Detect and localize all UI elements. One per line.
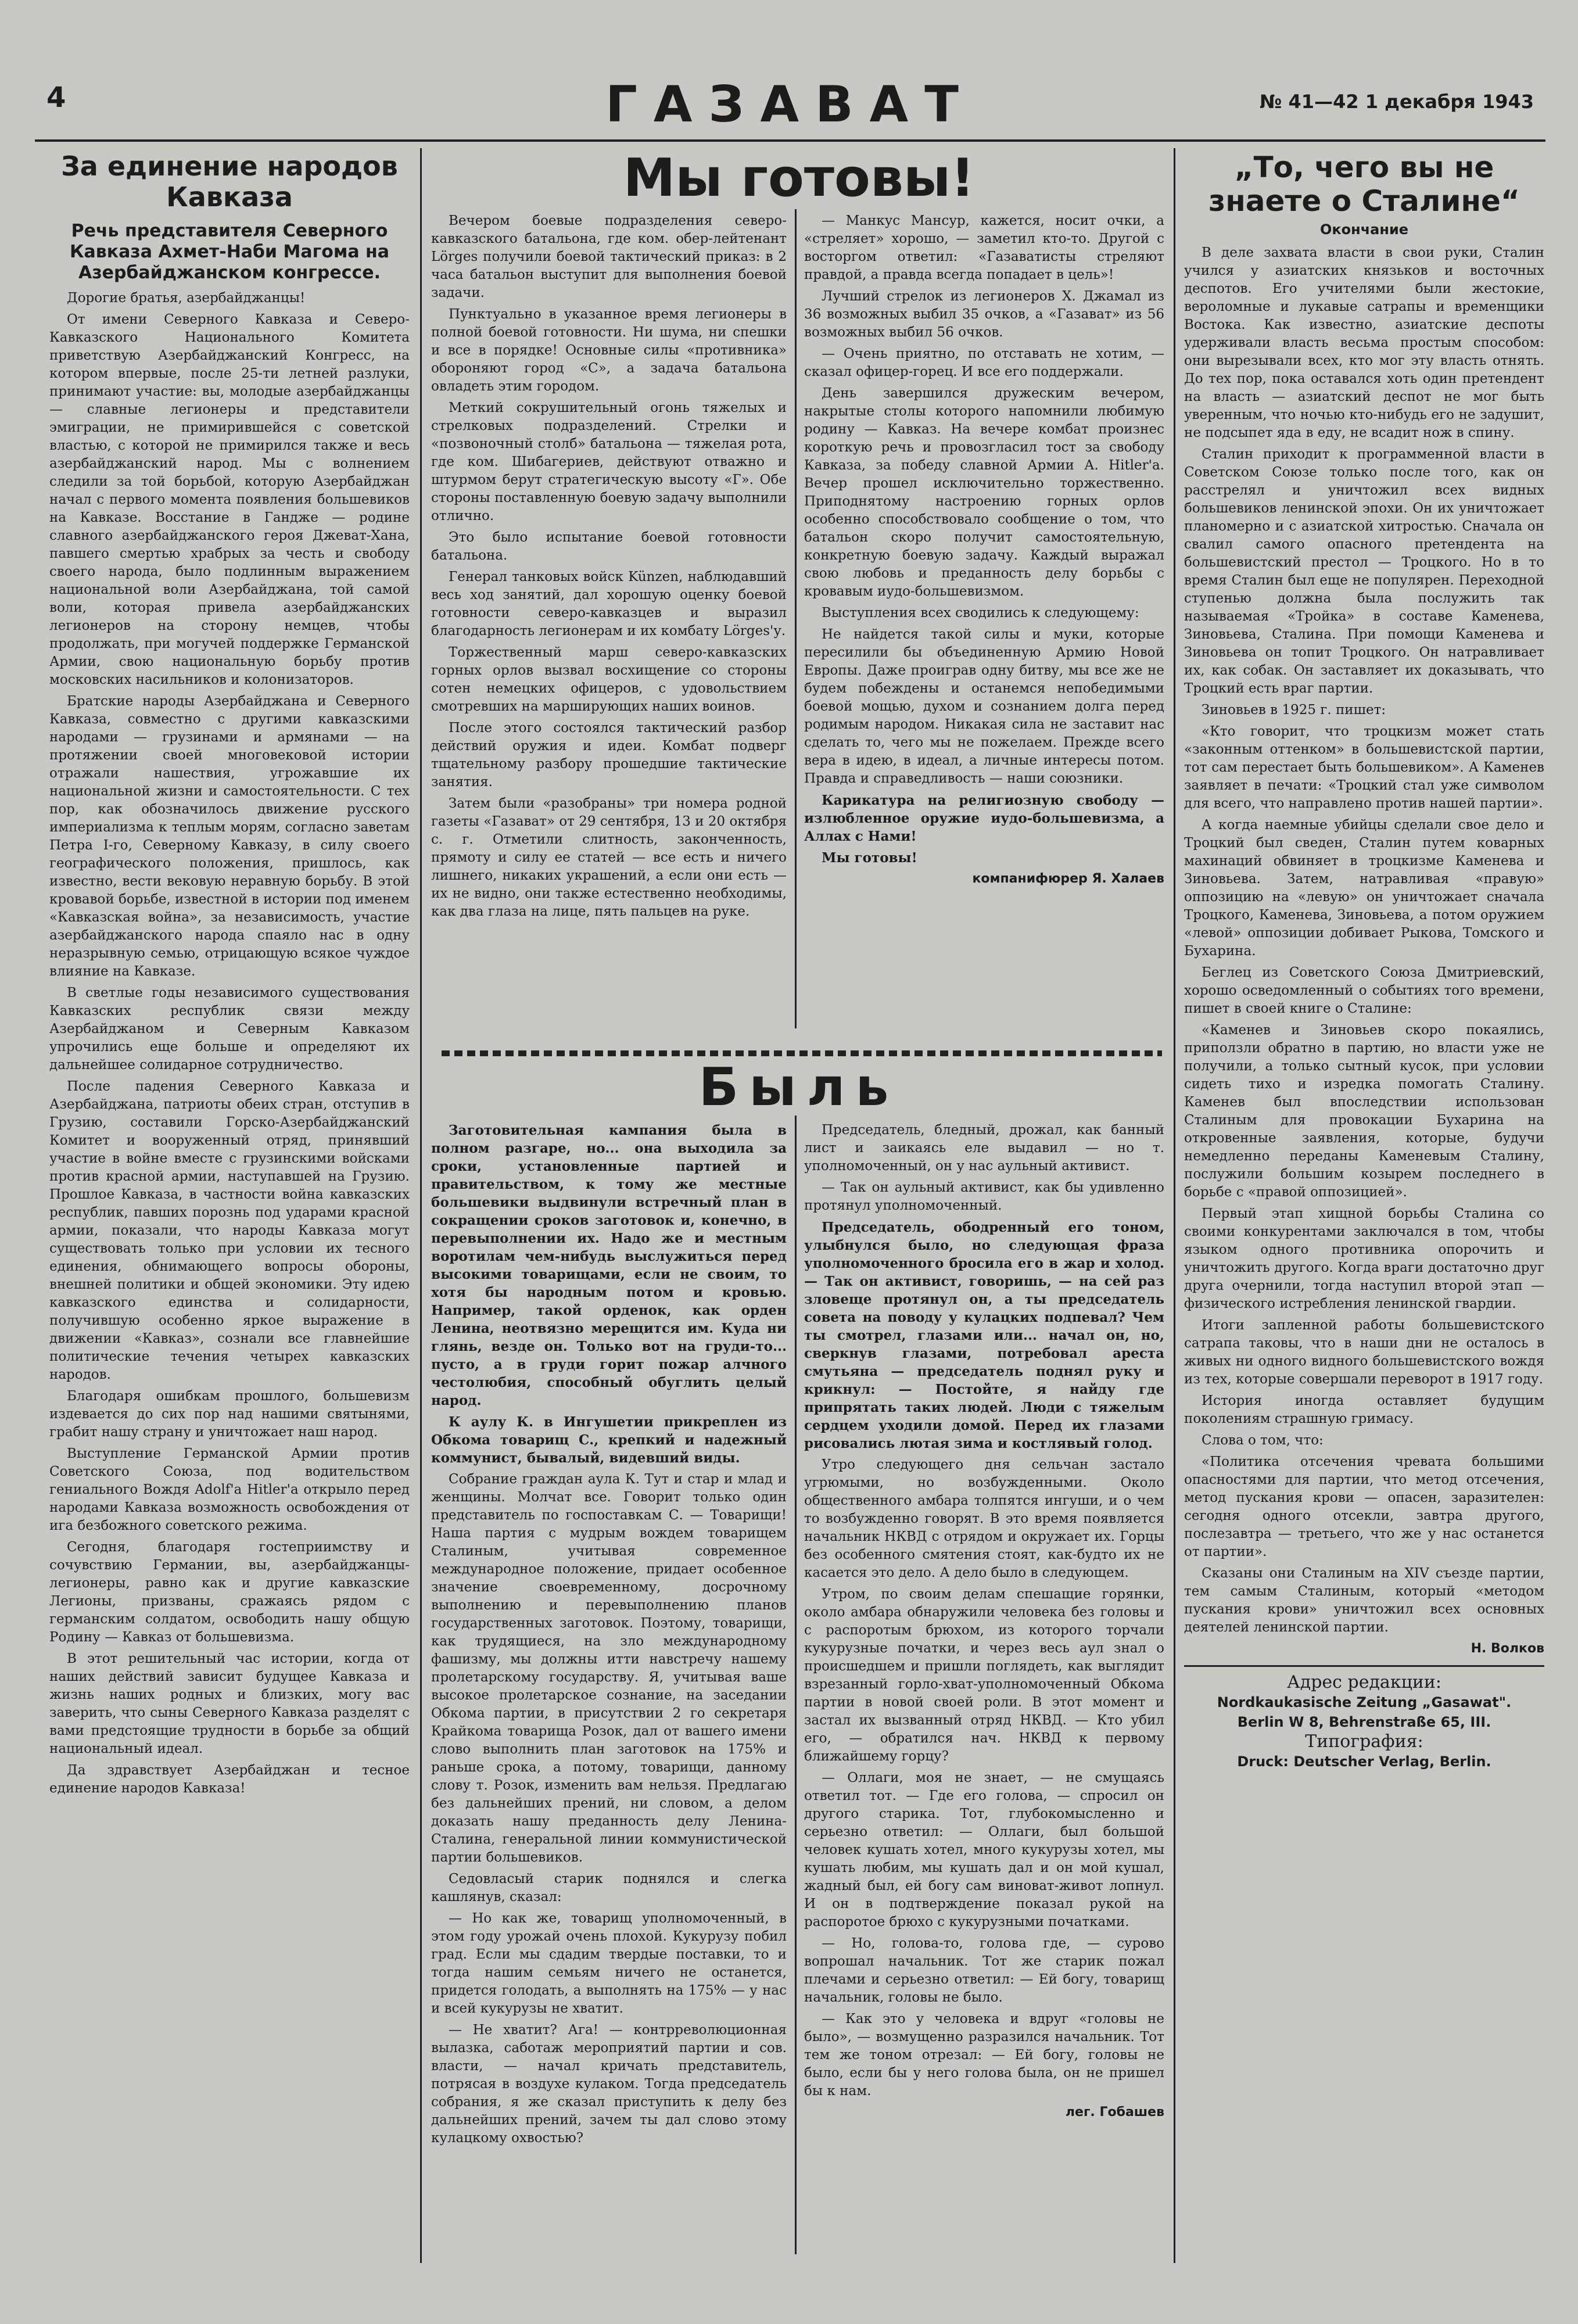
paragraph: Это было испытание боевой готовности батальона. bbox=[431, 530, 787, 563]
right-headline: „То, чего вы не знаете о Сталине“ bbox=[1208, 151, 1520, 218]
paragraph: Братские народы Азербайджана и Северного Кавказа, совместно с другими кавказскими народами — грузинами и армянами — на протяжении своей многовековой истории отражали нашествия, угрожавшие их национальной жизни и самостоятельности. С тех пор, как обозначилось движение русского империализма к теплым морям, согласно заветам Петра I-го, Северному Кавказу, в силу своего географического положения, пришлось, как известно, вести вековую неравную борьбу. В этой кровавой борьбе, известной в истории под именем «Кавказская война», за независимость, участие азербайджанского народа спаяло нас в одну неразрывную семью, отрицающую всякое чуждое влияние на Кавказе. bbox=[49, 693, 410, 979]
paragraph: Председатель, бледный, дрожал, как банный лист и заикаясь еле выдавил — но т. уполномоченный, он у нас аульный активист. bbox=[804, 1122, 1164, 1174]
paragraph: Торжественный марш северо-кавказских горных орлов вызвал восхищение со стороны сотен немецких офицеров, с удовольствием смотревших на марширующих наших воинов. bbox=[431, 645, 787, 714]
author-signature: Н. Волков bbox=[1471, 1641, 1544, 1656]
paragraph: Сталин приходит к программенной власти в Советском Союзе только после того, как он расстрелял и уничтожил всех видных большевиков ленинской эпохи. Он их уничтожает планомерно и с азиатской хитростью. Сначала он свалил самого опасного претендента на большевистский престол — Троцкого. Но в то время Сталин был еще не популярен. Переходной ступенью должна была послужить так называемая «Тройка» в составе Каменева, Зиновьева, Сталина. При помощи Каменева и Зиновьева он топит Троцкого. Он натравливает их, как собак. Он заставляет их доказывать, что Троцкий есть враг партии. bbox=[1184, 446, 1544, 696]
paragraph: Первый этап хищной борьбы Сталина со своими конкурентами заключался в том, чтобы языком одного противника опорочить и уничтожить другого. Когда враги достаточно друг друга очернили, тогда наступил второй этап — физического истребления ленинской гвардии. bbox=[1184, 1206, 1544, 1311]
left-article bbox=[49, 151, 410, 2266]
paragraph: — Оллаги, моя не знает, — не смущаясь ответил тот. — Где его голова, — спросил он другого старика. Тот, глубокомысленно и серьезно ответил: — Оллаги, был большой человек кушать хотел, много кукурузы хотел, мы кушать любим, мы кушать дал и он мой кушал, жадный был, ей богу сам виноват-живот лопнул. И он в подтверждение показал рукой на распоротое брюхо с кукурузными початками. bbox=[804, 1770, 1164, 1930]
paragraph: Да здравствует Азербайджан и тесное единение народов Кавказа! bbox=[49, 1762, 410, 1796]
address-heading: Адрес редакции: bbox=[1287, 1672, 1441, 1692]
center-top-col-2 bbox=[804, 212, 1164, 1037]
paragraph: К аулу К. в Ингушетии прикреплен из Обкома товарищ С., крепкий и надежный коммунист, бывалый, видевший виды. bbox=[431, 1414, 787, 1466]
page-number: 4 bbox=[46, 81, 66, 114]
column-divider bbox=[795, 209, 797, 1028]
left-headline: За единение народов Кавказа bbox=[61, 151, 398, 213]
author-signature: лег. Гобашев bbox=[1065, 2105, 1164, 2119]
paragraph: День завершился дружеским вечером, накрытые столы которого напомнили любимую родину — Кавказ. На вечере комбат произнес короткую речь и провозгласил тост за свободу Кавказа, за победу славной Армии А. Hitler'а. Вечер прошел исключительно торжественно. Приподнятому настроению горных орлов особенно способствовало сообщение о том, что батальон скоро получит самостоятельную, конкретную боевую задачу. Каждый выражал свою любовь и преданность делу борьбы с кровавым иудо-большевизмом. bbox=[804, 386, 1164, 599]
paragraph: «Политика отсечения чревата большими опасностями для партии, что метод отсечения, метод пускания крови — опасен, заразителен: сегодня одного отсекли, завтра другого, послезавтра — третьего, что же у нас останется от партии». bbox=[1184, 1454, 1544, 1559]
paragraph: Дорогие братья, азербайджанцы! bbox=[67, 290, 306, 306]
paragraph: А когда наемные убийцы сделали свое дело и Троцкий был сведен, Сталин путем коварных махинаций обвиняет в троцкизме Каменева и Зиновьева. Затем, натравливая «правую» оппозицию на «левую» он уничтожает сначала Троцкого, Каменева, Зиновьева, а потом оружием «левой» оппозиции добивает Рыкова, Томского и Бухарина. bbox=[1184, 817, 1544, 959]
paragraph: Беглец из Советского Союза Дмитриевский, хорошо осведомленный о событиях того времени, пишет в своей книге о Сталине: bbox=[1184, 964, 1544, 1016]
paragraph: — Манкус Мансур, кажется, носит очки, а «стреляет» хорошо, — заметил кто-то. Другой с восторгом ответил: «Газаватисты стреляют правдой, а правда всегда попадает в цель»! bbox=[804, 213, 1164, 282]
paragraph: В этот решительный час истории, когда от наших действий зависит будущее Кавказа и жизнь наших родных и близких, могу вас заверить, что сыны Северного Кавказа разделят с вами предстоящие трудности в борьбе за общий национальный идеал. bbox=[49, 1651, 410, 1756]
center-top-headline: Мы готовы! bbox=[623, 148, 975, 209]
paragraph: — Очень приятно, по отставать не хотим, — сказал офицер-горец. И все его поддержали. bbox=[804, 346, 1164, 379]
paragraph: — Но, голова-то, голова где, — сурово вопрошал начальник. Тот же старик пожал плечами и серьезно ответил: — Ей богу, товарищ начальник, головы не было. bbox=[804, 1936, 1164, 2005]
paragraph: Меткий сокрушительный огонь тяжелых и стрелковых подразделений. Стрелки и «позвоночный столб» батальона — тяжелая рота, где ком. Шибагериев, действуют отважно и штурмом берут стратегическую высоту «Г». Обе стороны поставленную боевую задачу выполнили отлично. bbox=[431, 400, 787, 523]
paragraph: — Как это у человека и вдруг «головы не было», — возмущенно разразился начальник. Тот тем же тоном отрезал: — Ей богу, головы не было, если бы у него голова была, он не пришел бы к нам. bbox=[804, 2011, 1164, 2099]
paragraph: Утром, по своим делам спешащие горянки, около амбара обнаружили человека без головы и с распоротым брюхом, из которого торчали кукурузные початки, и через весь аул знал о происшедшем и пришли поглядеть, как выглядит взрезанный горло-хват-уполномоченный Обкома партии в новой своей роли. В этот момент и застал их вызванный отряд НКВД. — Кто убил его, — обратился нач. НКВД к первому ближайшему горцу? bbox=[804, 1587, 1164, 1764]
paragraph: История иногда оставляет будущим поколениям страшную гримасу. bbox=[1184, 1393, 1544, 1426]
paragraph: Председатель, ободренный его тоном, улыбнулся было, но следующая фраза уполномоченного бросила его в жар и холод. — Так он активист, говоришь, — на сей раз зловеще протянул он, а ты председатель совета на поводу у кулацких подпевал? Чем ты смотрел, глазами или... начал он, но, сверкнув глазами, потребовал ареста смутьяна — председатель поднял руку и крикнул: — Постойте, я найду где припрятать таких людей. Люди с тяжелым сердцем уходили домой. Перед их глазами рисовались лютая зима и костлявый голод. bbox=[804, 1220, 1164, 1451]
paragraph: Седовласый старик поднялся и слегка кашлянув, сказал: bbox=[431, 1871, 787, 1905]
paragraph: Выступления всех сводились к следующему: bbox=[822, 605, 1139, 621]
paragraph: После этого состоялся тактический разбор действий оружия и идеи. Комбат подверг тщательному разбору прошедшие тактические занятия. bbox=[431, 720, 787, 790]
issue-date: № 41—42 1 декабря 1943 bbox=[1259, 91, 1534, 113]
paragraph: Затем были «разобраны» три номера родной газеты «Газават» от 29 сентября, 13 и 20 октября с. г. Отметили слитность, законченность, прямоту и силу ее статей — все есть и ничего лишнего, никаких украшений, а если они есть — их не видно, они также естественно необходимы, как два глаза на лице, пять пальцев на руке. bbox=[431, 796, 787, 919]
paragraph: Пунктуально в указанное время легионеры в полной боевой готовности. Ни шума, ни спешки и все в порядке! Основные силы «противника» обороняют город «С», а задача батальона овладеть этим городом. bbox=[431, 307, 787, 394]
wavy-divider bbox=[442, 1050, 1162, 1056]
paragraph: Утро следующего дня сельчан застало угрюмыми, но возбужденными. Около общественного амбара толпятся ингуши, и о чем то возбужденно говорят. В это время появляется начальник НКВД с отрядом и окружает их. Горцы без особенного смятения стоят, как-будто их не касается это дело. А дело было в следующем. bbox=[804, 1457, 1164, 1580]
paragraph: Выступление Германской Армии против Советского Союза, под водительством гениального Вождя Adolf'a Hitler'a открыло перед народами Кавказа возможность освобождения от ига безбожного советского режима. bbox=[49, 1446, 410, 1533]
column-divider bbox=[1174, 148, 1175, 2263]
center-bottom-col-1 bbox=[431, 1121, 787, 2260]
paragraph: Слова о том, что: bbox=[1202, 1432, 1324, 1448]
paragraph: От имени Северного Кавказа и Северо-Кавказского Национального Комитета приветствую Азербайджанский Конгресс, на котором впервые, после 25-ти летней разлуки, принимают участие: вы, молодые азербайджанцы — славные легионеры и представители эмиграции, не примирившейся с советской властью, с которой не примирился также и весь азербайджанский народ. Мы с волнением следили за той борьбой, которую Азербайджан начал с первого момента появления большевиков на Кавказе. Восстание в Гандже — родине славного азербайджанского героя Джеват-Хана, павшего смертью храбрых за честь и свободу своего народа, было подлинным выражением национальной воли Азербайджана, той самой воли, которая привела азербайджанских легионеров на сторону немцев, чтобы продолжать, при могучей поддержке Германской Армии, свою национальную борьбу против московских насильников и колонизаторов. bbox=[49, 311, 410, 687]
paragraph: Итоги запленной работы большевистского сатрапа таковы, что в наши дни не осталось в живых ни одного видного большевистского вождя из тех, которые совершали переворот в 1917 году. bbox=[1184, 1317, 1544, 1387]
paragraph: Собрание граждан аула К. Тут и стар и млад и женщины. Молчат все. Говорит только один представитель по госпоставкам С. — Товарищи! Наша партия с мудрым вождем товарищем Сталиным, учитывая современное международное положение, придает особенное значение своевременному, досрочному выполнению и перевыполнению планов государственных заготовок. Поэтому, товарищи, как трудящиеся, на зло международному фашизму, мы должны итти навстречу нашему пролетарскому государству. Я, учитывая ваше высокое пролетарское сознание, на заседании Обкома партии, в присутствии 2 го секретаря Крайкома товарища Розок, дал от вашего имени слово выполнить план заготовок на 175% и раньше срока, а потому, товарищи, данному слову т. Розок, изменить вам нельзя. Предлагаю без дальнейших прений, ни словом, а делом доказать нашу преданность делу Ленина-Сталина, генеральной линии коммунистической партии большевиков. bbox=[431, 1472, 787, 1865]
left-subheadline: Речь представителя Северного Кавказа Ахмет-Наби Магома на Азербайджанском конгрессе. bbox=[69, 220, 390, 283]
newspaper-title: ГАЗАВАТ bbox=[605, 76, 975, 134]
printing-line: Druck: Deutscher Verlag, Berlin. bbox=[1237, 1753, 1491, 1770]
paragraph: «Каменев и Зиновьев скоро покаялись, приползли обратно в партию, но власти уже не получили, а только сытный кусок, при условии сидеть тихо и изредка помогать Сталину. Каменев был впоследствии использован Сталиным для провокации Бухарина на откровенные заявления, которые, будучи немедленно переданы Каменевым Сталину, послужили большим козырем последнего в борьбе с «правой оппозицией». bbox=[1184, 1022, 1544, 1200]
column-divider bbox=[795, 1116, 797, 2254]
column-divider bbox=[420, 148, 422, 2263]
paragraph: Сказаны они Сталиным на XIV съезде партии, тем самым Сталиным, который «методом пускания крови» уничтожил всех основных деятелей ленинской партии. bbox=[1184, 1565, 1544, 1635]
center-top-col-1 bbox=[431, 212, 787, 1037]
paragraph: «Кто говорит, что троцкизм может стать «законным оттенком» в большевистской партии, тот сам перестает быть большевиком». А Каменев заявляет в печати: «Троцкий стал уже символом для всего, что направлено против нашей партии». bbox=[1184, 723, 1544, 811]
divider bbox=[1184, 1665, 1544, 1667]
paragraph: Заготовительная кампания была в полном разгаре, но... она выходила за сроки, установленные партией и правительством, к тому же местные большевики выдвинули встречный план в сокращении сроков заготовок и, конечно, в перевыполнении их. Надо же и местным воротилам чем-нибудь выслужиться перед высокими товарищами, если не своим, то хотя бы народным потом и кровью. Например, такой орденок, как орден Ленина, неотвязно мерещится им. Куда ни глянь, везде он. Только вот на груди-то... пусто, а в груди горит пожар алчного честолюбия, способный обуглить целый народ. bbox=[431, 1122, 787, 1408]
left-article-body bbox=[49, 289, 410, 1798]
paragraph: Генерал танковых войск Künzen, наблюдавший весь ход занятий, дал хорошую оценку боевой готовности северо-кавказцев и выразил благодарность легионерам и их комбату Lörges'у. bbox=[431, 569, 787, 639]
address-line: Berlin W 8, Behrenstraße 65, III. bbox=[1237, 1713, 1491, 1730]
paragraph: Вечером боевые подразделения северо-кавказского батальона, где ком. обер-лейтенант Lörges получили боевой тактический приказ: в 2 часа батальон выступит для выполнения боевой задачи. bbox=[431, 213, 787, 300]
paragraph: В светлые годы независимого существования Кавказских республик связи между Азербайджаном и Северным Кавказом упрочились еще больше и определяют их дальнейшее солидарное сотрудничество. bbox=[49, 985, 410, 1073]
paragraph: После падения Северного Кавказа и Азербайджана, патриоты обеих стран, отступив в Грузию, составили Горско-Азербайджанский Комитет и вооруженный отряд, принявший участие в войне вместе с грузинскими войсками против красной армии, наступавшей на Грузию. Прошлое Кавказа, в частности война кавказских республик, павших порознь под ударами красной армии, показали, что народы Кавказа могут существовать только при условии их тесного единения, обнимающего вопросы обороны, внешней политики и общей экономики. Эту идею кавказского единства и солидарности, получившую особенно яркое выражение в движении «Кавказ», сознали все главнейшие политические течения четырех кавказских народов. bbox=[49, 1078, 410, 1382]
paragraph: Не найдется такой силы и муки, которые пересилили бы объединенную Армию Новой Европы. Даже проиграв одну битву, мы все же не будем побеждены и останемся непобедимыми боевой мощью, духом и сознанием долга перед родимым народом. Никакая сила не заставит нас сделать то, чего мы не пожелаем. Прежде всего вера в идею, в идеал, а личные интересы потом. Правда и справедливость — наши союзники. bbox=[804, 627, 1164, 786]
paragraph: В деле захвата власти в свои руки, Сталин учился у азиатских князьков и восточных деспотов. Его учителями были жестокие, вероломные и лукавые сатрапы и временщики Востока. Как известно, азиатские деспоты удерживали власть весьма простым способом: они вырезывали всех, кто мог эту власть отнять. До тех пор, пока оставался хоть один претендент на власть — азиатский деспот не мог быть уверенным, что ночью кто-нибудь его не задушит, не подсыпет яда в еду, не всадит нож в спину. bbox=[1184, 245, 1544, 440]
masthead bbox=[35, 70, 1545, 142]
paragraph: Лучший стрелок из легионеров Х. Джамал из 36 возможных выбил 35 очков, а «Газават» из 56 возможных выбил 56 очков. bbox=[804, 289, 1164, 340]
editorial-address bbox=[1184, 1673, 1544, 1771]
paragraph: Сегодня, благодаря гостеприимству и сочувствию Германии, вы, азербайджанцы-легионеры, равно как и другие кавказские Легионы, призваны, сражаясь рядом с германским солдатом, освободить нашу общую Родину — Кавказ от большевизма. bbox=[49, 1539, 410, 1645]
paragraph: Благодаря ошибкам прошлого, большевизм издевается до сих пор над нашими святынями, грабит нашу страну и уничтожает наш народ. bbox=[49, 1388, 410, 1440]
paragraph: — Не хватит? Ага! — контрреволюционная вылазка, саботаж мероприятий партии и сов. власти, — начал кричать представитель, потрясая в воздухе кулаком. Тогда председатель собрания, я же сказал приступить к делу без дальнейших прений, зачем ты дал слово этому кулацкому охвостью? bbox=[431, 2022, 787, 2146]
paragraph: Мы готовы! bbox=[822, 850, 917, 866]
center-bottom-headline: Быль bbox=[698, 1057, 899, 1118]
address-line: Nordkaukasische Zeitung „Gasawat". bbox=[1217, 1694, 1512, 1710]
paragraph: — Но как же, товарищ уполномоченный, в этом году урожай очень плохой. Кукурузу побил град. Если мы сдадим твердые поставки, то и тогда нашим семьям ничего не останется, придется голодать, а выполнять на 175% — у нас и всей кукурузы не хватит. bbox=[431, 1911, 787, 2016]
printing-heading: Типография: bbox=[1305, 1731, 1423, 1752]
center-bottom-col-2 bbox=[804, 1121, 1164, 2260]
paragraph: Зиновьев в 1925 г. пишет: bbox=[1202, 702, 1386, 718]
right-article bbox=[1184, 151, 1544, 2266]
right-subheadline: Окончание bbox=[1319, 221, 1409, 238]
paragraph: Карикатура на религиозную свободу — излюбленное оружие иудо-большевизма, а Аллах с Нами! bbox=[804, 792, 1164, 844]
author-signature: компанифюрер Я. Халаев bbox=[972, 871, 1164, 886]
paragraph: — Так он аульный активист, как бы удивленно протянул уполномоченный. bbox=[804, 1180, 1164, 1213]
